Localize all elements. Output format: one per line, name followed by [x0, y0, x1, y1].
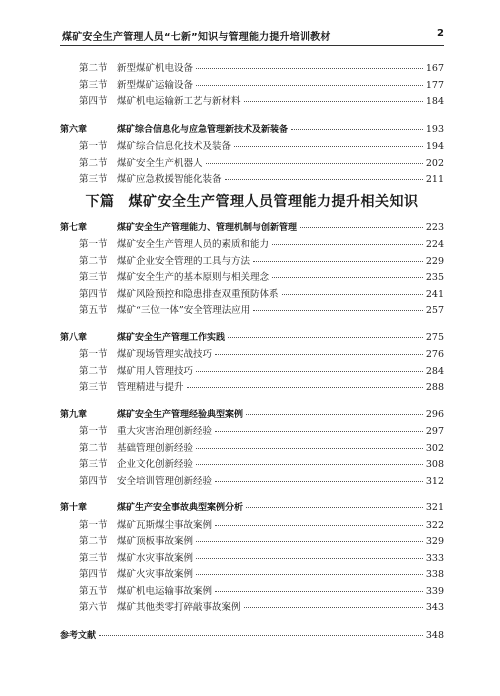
dot-leader: [215, 525, 423, 526]
dot-leader: [196, 448, 423, 449]
dot-leader: [215, 431, 423, 432]
section-page: 167: [425, 63, 444, 74]
section-number: 第二节: [79, 442, 108, 454]
dot-leader: [225, 179, 423, 180]
dot-leader: [206, 163, 423, 164]
chapter-title: 煤矿安全生产管理工作实践: [117, 332, 226, 343]
section-number: 第三节: [79, 459, 108, 470]
toc-section-7-5[interactable]: [60, 302, 444, 319]
part-title: 煤矿安全生产管理人员管理能力提升相关知识: [128, 193, 419, 210]
toc-section-5-2[interactable]: [60, 60, 444, 77]
section-number: 第五节: [79, 585, 108, 597]
section-page: 257: [425, 305, 444, 316]
section-title: 煤矿应急救援智能化装备: [117, 174, 222, 185]
section-number: 第五节: [79, 305, 108, 316]
toc-chapter-9[interactable]: [60, 407, 444, 424]
dot-leader: [196, 371, 423, 372]
section-page: 312: [425, 475, 444, 487]
toc-section-9-3[interactable]: [60, 456, 444, 473]
section-page: 177: [425, 79, 444, 91]
dot-leader: [244, 607, 423, 608]
section-page: 343: [425, 602, 444, 613]
chapter-page: 275: [425, 331, 444, 343]
section-number: 第三节: [79, 79, 108, 91]
dot-leader: [272, 277, 423, 278]
toc-section-7-2[interactable]: [60, 253, 444, 270]
chapter-title: 煤矿综合信息化与应急管理新技术及新装备: [117, 124, 289, 135]
section-page: 284: [425, 365, 444, 377]
dot-leader: [291, 129, 423, 130]
section-number: 第二节: [79, 536, 108, 547]
section-title: 煤矿企业安全管理的工具与方法: [117, 255, 251, 267]
section-page: 329: [425, 536, 444, 547]
toc-section-5-3[interactable]: [60, 77, 444, 94]
toc-section-10-4[interactable]: [60, 566, 444, 583]
references-title: 参考文献: [60, 630, 97, 641]
dot-leader: [228, 337, 423, 338]
chapter-title: 煤矿安全生产管理能力、管理机制与创新管理: [117, 222, 298, 233]
toc-section-10-6[interactable]: [60, 599, 444, 616]
section-page: 194: [425, 141, 444, 152]
toc-section-9-4[interactable]: [60, 473, 444, 490]
chapter-title: 煤矿生产安全事故典型案例分析: [117, 503, 244, 513]
section-title: 新型煤矿机电设备: [117, 63, 194, 74]
section-number: 第四节: [79, 288, 108, 300]
section-page: 241: [425, 288, 444, 300]
dot-leader: [215, 591, 423, 592]
part-heading: [60, 190, 444, 214]
section-page: 339: [425, 585, 444, 597]
section-page: 202: [425, 157, 444, 169]
dot-leader: [196, 85, 423, 86]
toc-chapter-8[interactable]: [60, 330, 444, 347]
chapter-number: 第八章: [60, 332, 88, 343]
section-title: 新型煤矿运输设备: [117, 79, 194, 91]
section-title: 基础管理创新经验: [117, 442, 194, 454]
dot-leader: [300, 227, 423, 228]
section-title: 煤矿安全生产的基本原则与相关理念: [117, 272, 270, 283]
dot-leader: [246, 507, 423, 508]
section-title: 煤矿瓦斯煤尘事故案例: [117, 519, 213, 531]
dot-leader: [196, 541, 423, 542]
toc-chapter-10[interactable]: [60, 500, 444, 517]
section-number: 第一节: [79, 426, 108, 437]
toc-references[interactable]: [60, 628, 444, 645]
section-page: 276: [425, 349, 444, 360]
section-title: 煤矿顶板事故案例: [117, 536, 194, 547]
dot-leader: [215, 481, 423, 482]
dot-leader: [187, 387, 423, 388]
toc-section-8-1[interactable]: [60, 346, 444, 363]
dot-leader: [272, 244, 423, 245]
toc-chapter-6[interactable]: [60, 122, 444, 139]
toc-section-10-2[interactable]: [60, 533, 444, 550]
section-page: 288: [425, 382, 444, 393]
section-page: 338: [425, 569, 444, 580]
chapter-number: 第十章: [60, 503, 88, 513]
toc-chapter-7[interactable]: [60, 220, 444, 237]
dot-leader: [246, 414, 423, 415]
section-number: 第二节: [79, 255, 108, 267]
toc-section-5-4[interactable]: [60, 93, 444, 110]
section-number: 第三节: [79, 272, 108, 283]
toc-section-8-3[interactable]: [60, 379, 444, 396]
section-number: 第四节: [79, 96, 108, 107]
dot-leader: [244, 101, 423, 102]
section-title: 煤矿“三位一体”安全管理法应用: [117, 305, 251, 316]
section-page: 211: [425, 174, 444, 185]
section-page: 224: [425, 239, 444, 250]
section-number: 第三节: [79, 174, 108, 185]
chapter-page: 296: [425, 408, 444, 420]
chapter-title: 煤矿安全生产管理经验典型案例: [117, 409, 244, 420]
running-header: [60, 28, 444, 46]
section-title: 煤矿机电运输事故案例: [117, 585, 213, 597]
dot-leader: [253, 310, 423, 311]
section-title: 煤矿机电运输新工艺与新材料: [117, 96, 241, 107]
book-title: 煤矿安全生产管理人员“七新”知识与管理能力提升培训教材: [62, 32, 331, 43]
chapter-page: 193: [425, 123, 444, 135]
section-number: 第一节: [79, 141, 108, 152]
section-title: 煤矿水灾事故案例: [117, 552, 194, 564]
dot-leader: [215, 354, 423, 355]
section-number: 第二节: [79, 63, 108, 74]
section-number: 第二节: [79, 157, 108, 169]
dot-leader: [253, 261, 423, 262]
section-number: 第二节: [79, 365, 108, 377]
section-page: 184: [425, 96, 444, 107]
part-label: 下篇: [85, 193, 115, 210]
chapter-number: 第七章: [60, 222, 88, 233]
chapter-number: 第九章: [60, 409, 88, 420]
dot-leader: [234, 146, 423, 147]
section-page: 308: [425, 459, 444, 470]
chapter-page: 321: [425, 502, 444, 513]
section-title: 安全培训管理创新经验: [117, 475, 213, 487]
section-number: 第一节: [79, 239, 108, 250]
section-title: 煤矿综合信息化技术及装备: [117, 141, 232, 152]
toc-section-10-3[interactable]: [60, 550, 444, 567]
page-number: 2: [437, 28, 444, 39]
table-of-contents: [60, 60, 444, 644]
toc-section-7-4[interactable]: [60, 286, 444, 303]
section-title: 煤矿安全生产管理人员的素质和能力: [117, 239, 270, 250]
toc-section-9-1[interactable]: [60, 423, 444, 440]
section-number: 第四节: [79, 569, 108, 580]
section-page: 322: [425, 519, 444, 531]
section-page: 333: [425, 552, 444, 564]
section-title: 煤矿现场管理实战技巧: [117, 349, 213, 360]
dot-leader: [196, 68, 423, 69]
section-page: 235: [425, 272, 444, 283]
section-number: 第一节: [79, 519, 108, 531]
section-title: 管理精进与提升: [117, 382, 184, 393]
section-number: 第四节: [79, 475, 108, 487]
section-number: 第六节: [79, 602, 108, 613]
section-title: 煤矿其他类零打碎敲事故案例: [117, 602, 241, 613]
toc-section-6-3[interactable]: [60, 171, 444, 188]
references-page: 348: [425, 629, 444, 641]
section-title: 煤矿火灾事故案例: [117, 569, 194, 580]
dot-leader: [196, 464, 423, 465]
section-title: 重大灾害治理创新经验: [117, 426, 213, 437]
toc-section-9-2[interactable]: [60, 440, 444, 457]
chapter-page: 223: [425, 221, 444, 233]
chapter-number: 第六章: [60, 124, 88, 135]
dot-leader: [196, 558, 423, 559]
toc-section-7-1[interactable]: [60, 236, 444, 253]
section-page: 302: [425, 442, 444, 454]
section-title: 企业文化创新经验: [117, 459, 194, 470]
toc-section-10-1[interactable]: [60, 517, 444, 534]
toc-section-8-2[interactable]: [60, 363, 444, 380]
dot-leader: [196, 574, 423, 575]
section-number: 第一节: [79, 349, 108, 360]
section-page: 297: [425, 426, 444, 437]
toc-section-6-1[interactable]: [60, 138, 444, 155]
section-title: 煤矿风险预控和隐患排查双重预防体系: [117, 288, 279, 300]
section-page: 229: [425, 255, 444, 267]
section-title: 煤矿用人管理技巧: [117, 365, 194, 377]
section-number: 第三节: [79, 382, 108, 393]
toc-section-7-3[interactable]: [60, 269, 444, 286]
section-number: 第三节: [79, 552, 108, 564]
toc-section-6-2[interactable]: [60, 155, 444, 172]
dot-leader: [99, 635, 423, 636]
toc-section-10-5[interactable]: [60, 583, 444, 600]
section-title: 煤矿安全生产机器人: [117, 157, 203, 169]
dot-leader: [282, 294, 423, 295]
